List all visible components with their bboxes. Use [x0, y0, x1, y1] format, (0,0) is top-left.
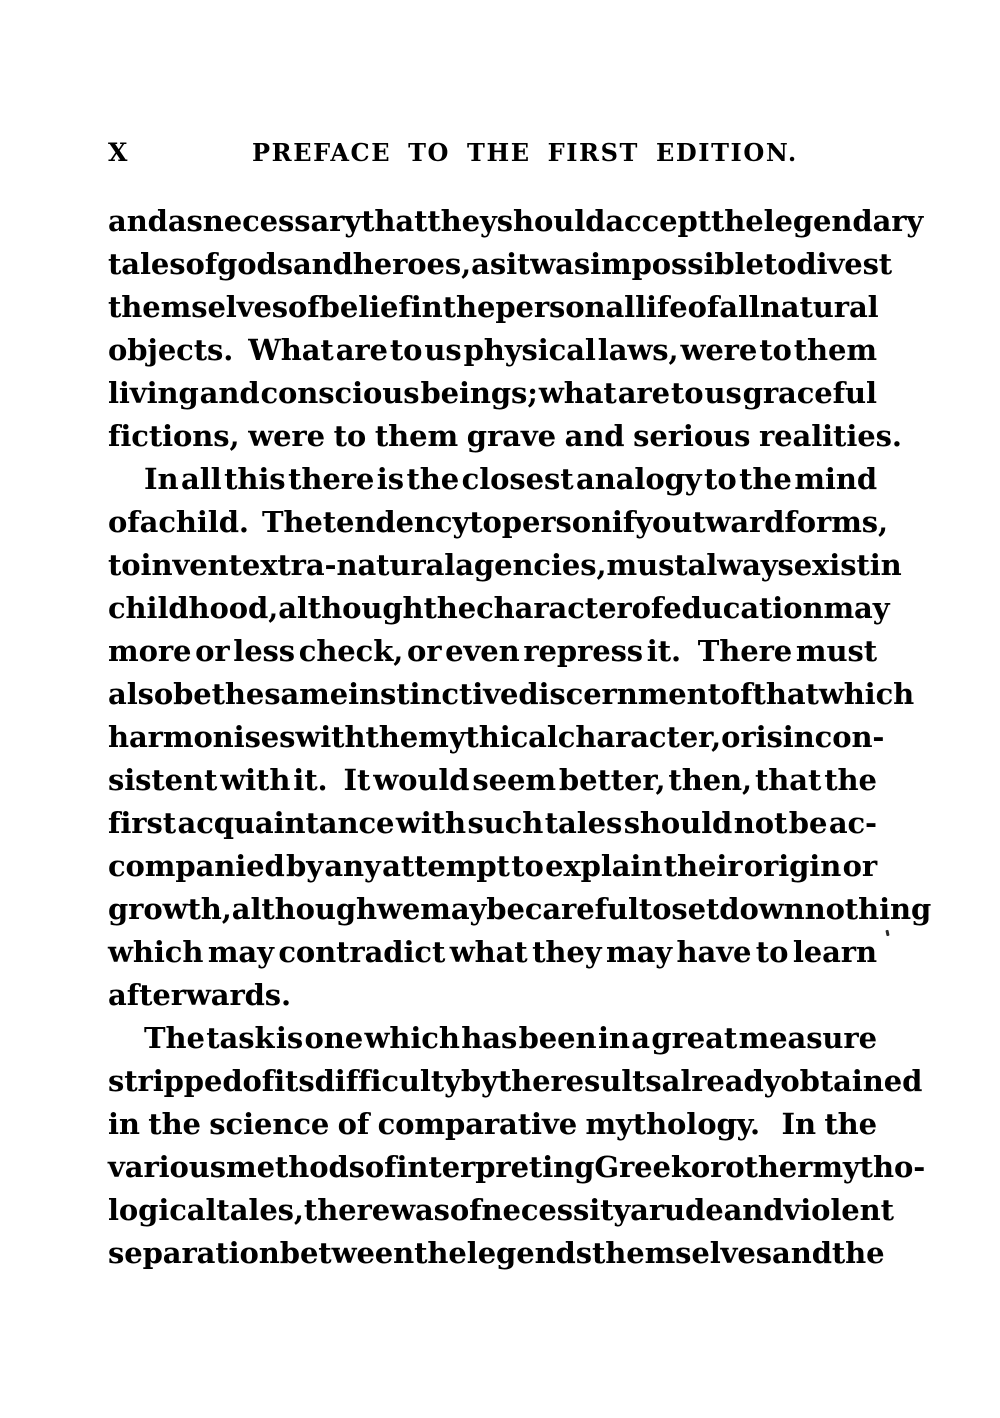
text-line — [108, 974, 877, 1017]
text-word: necessary — [202, 204, 362, 238]
text-line — [108, 1103, 877, 1146]
text-word: of — [364, 1150, 397, 1184]
text-word: or — [842, 849, 877, 883]
text-line — [108, 630, 877, 673]
text-word: personify — [501, 505, 652, 539]
text-word: a — [631, 1021, 650, 1055]
text-word: nothing — [804, 892, 932, 926]
text-word: we — [377, 892, 421, 926]
text-word: interpreting — [396, 1150, 595, 1184]
text-word: of — [288, 290, 320, 324]
text-word: of — [687, 290, 720, 324]
text-word: been — [518, 1021, 597, 1055]
text-word: tales, — [216, 1193, 304, 1227]
text-word: to — [759, 333, 792, 367]
text-word: to — [389, 333, 423, 367]
text-line — [108, 329, 877, 372]
text-word: sistent — [108, 763, 218, 797]
text-word: must — [606, 548, 688, 582]
text-word: accept — [605, 204, 711, 238]
text-word: with — [295, 720, 366, 754]
text-word: are — [335, 333, 388, 367]
text-line — [108, 587, 890, 630]
text-line — [108, 673, 915, 716]
text-word: to — [638, 892, 672, 926]
text-word: be — [486, 892, 525, 926]
text-word: as — [167, 204, 203, 238]
text-word: was — [530, 247, 591, 281]
text-word: that — [752, 677, 819, 711]
text-word: incon- — [782, 720, 885, 754]
text-word: other — [725, 1150, 813, 1184]
text-word: the — [423, 591, 477, 625]
text-word: grave — [466, 419, 556, 453]
text-word: separation — [108, 1236, 280, 1270]
text-word: the — [365, 720, 419, 754]
text-word: There — [697, 634, 793, 668]
text-word: harmonises — [108, 720, 296, 754]
text-word: they — [427, 204, 497, 238]
text-word: have — [676, 935, 752, 969]
text-word: divest — [796, 247, 893, 281]
text-word: it. — [646, 634, 681, 668]
text-word: rude — [648, 1193, 724, 1227]
text-word: always — [687, 548, 794, 582]
text-word: of — [631, 591, 664, 625]
text-word: realities. — [759, 419, 902, 453]
text-word: laws, — [597, 333, 679, 367]
text-word: explain — [545, 849, 663, 883]
text-line — [108, 458, 877, 501]
text-line — [108, 200, 924, 243]
text-word: them — [374, 419, 459, 453]
text-word: first — [108, 806, 176, 840]
text-word: What — [248, 333, 334, 367]
text-word: various — [108, 1150, 226, 1184]
text-word: Greek — [594, 1150, 691, 1184]
text-word: the — [710, 204, 764, 238]
text-word: and — [199, 376, 260, 410]
text-word: methods — [226, 1150, 365, 1184]
text-line — [108, 845, 877, 888]
text-word: and — [772, 1236, 832, 1270]
text-word: that — [755, 763, 822, 797]
text-word: mind — [794, 462, 877, 496]
text-word: its — [274, 1064, 315, 1098]
text-line — [108, 372, 877, 415]
text-word: in — [410, 290, 443, 324]
text-word: living — [108, 376, 199, 410]
text-word: impossible — [590, 247, 764, 281]
text-word: mythology. — [585, 1107, 761, 1141]
text-word: In — [144, 462, 179, 496]
text-word: by — [286, 849, 323, 883]
text-word: all — [181, 462, 222, 496]
text-word: the — [824, 763, 877, 797]
text-word: learn — [792, 935, 877, 969]
text-word: extra-natural — [241, 548, 456, 582]
text-line — [108, 1146, 926, 1189]
text-word: check, — [298, 634, 404, 668]
text-word: afterwards. — [108, 978, 292, 1012]
running-head — [108, 138, 876, 168]
text-word: attempt — [382, 849, 510, 883]
text-word: less — [233, 634, 296, 668]
text-word: and — [292, 247, 353, 281]
text-word: seem — [472, 763, 556, 797]
text-line — [108, 802, 877, 845]
text-word: should — [623, 806, 733, 840]
text-word: although — [278, 591, 424, 625]
text-word: belief — [319, 290, 411, 324]
text-word: closest — [461, 462, 574, 496]
text-word: be — [788, 806, 828, 840]
text-word: themselves — [591, 1236, 773, 1270]
text-word: in — [869, 548, 902, 582]
text-word: physical — [463, 333, 596, 367]
text-word: of — [449, 1193, 482, 1227]
text-line — [108, 544, 902, 587]
text-word: the — [414, 1236, 467, 1270]
text-word: The — [261, 505, 323, 539]
text-word: agencies, — [455, 548, 607, 582]
text-word: comparative — [377, 1107, 578, 1141]
text-word: measure — [738, 1021, 877, 1055]
text-word: may — [605, 935, 673, 969]
text-word: character — [476, 591, 632, 625]
text-word: exist — [793, 548, 870, 582]
text-word: natural — [759, 290, 879, 324]
text-word: and — [108, 204, 168, 238]
text-line — [108, 501, 889, 544]
text-word: the — [148, 1107, 201, 1141]
text-word: logical — [108, 1193, 217, 1227]
text-word: companied — [108, 849, 285, 883]
text-word: to — [670, 376, 704, 410]
text-word: of — [242, 1064, 275, 1098]
text-word: ac- — [828, 806, 877, 840]
text-word: the — [831, 1236, 885, 1270]
text-word: is — [275, 1021, 304, 1055]
text-word: the — [824, 1107, 877, 1141]
text-word: more — [108, 634, 192, 668]
page-body-text — [108, 200, 932, 1275]
text-word: between — [279, 1236, 415, 1270]
text-word: has — [461, 1021, 518, 1055]
text-word: there — [288, 462, 375, 496]
text-line — [108, 931, 877, 974]
text-word: what — [449, 935, 528, 969]
text-word: it — [506, 247, 531, 281]
text-word: necessity — [481, 1193, 631, 1227]
text-word: although — [231, 892, 378, 926]
text-word: to — [755, 935, 789, 969]
text-word: not — [733, 806, 788, 840]
text-word: heroes, — [352, 247, 472, 281]
text-word: of — [720, 677, 753, 711]
text-word: beings; — [420, 376, 538, 410]
text-word: to — [704, 462, 737, 496]
text-word: a — [139, 505, 159, 539]
text-word: gods — [217, 247, 293, 281]
page-folio-number: X — [108, 138, 128, 167]
text-word: which — [108, 935, 204, 969]
text-word: instinctive — [348, 677, 519, 711]
text-word: of — [337, 1107, 370, 1141]
text-word: conscious — [260, 376, 420, 410]
text-word: all — [719, 290, 760, 324]
text-word: what — [538, 376, 617, 410]
text-word: the — [406, 462, 460, 496]
text-word: growth, — [108, 892, 232, 926]
text-line — [108, 716, 885, 759]
text-word: character, — [557, 720, 722, 754]
text-word: it. — [293, 763, 328, 797]
text-word: contradict — [278, 935, 446, 969]
text-word: forms, — [784, 505, 889, 539]
text-word: to — [469, 505, 502, 539]
text-line — [108, 415, 902, 458]
text-word: objects. — [108, 333, 234, 367]
text-word: their — [663, 849, 743, 883]
text-word: in — [108, 1107, 140, 1141]
text-line — [108, 1060, 923, 1103]
text-word: same — [264, 677, 349, 711]
text-word: already — [661, 1064, 781, 1098]
text-word: child. — [158, 505, 249, 539]
text-word: acquaintance — [177, 806, 395, 840]
text-word: us — [704, 376, 742, 410]
text-word: great — [651, 1021, 738, 1055]
text-word: there — [303, 1193, 391, 1227]
text-word: analogy — [576, 462, 702, 496]
text-word: mytho- — [812, 1150, 926, 1184]
text-word: The — [144, 1021, 205, 1055]
text-word: outward — [651, 505, 785, 539]
text-line — [108, 1232, 885, 1275]
text-word: is — [755, 720, 783, 754]
text-word: set — [671, 892, 720, 926]
text-word: were — [248, 419, 325, 453]
text-word: the — [739, 462, 792, 496]
text-word: by — [460, 1064, 498, 1098]
text-word: results — [550, 1064, 662, 1098]
text-word: is — [376, 462, 404, 496]
text-word: them — [793, 333, 877, 367]
text-word: education — [663, 591, 824, 625]
text-word: discernment — [518, 677, 721, 711]
text-line — [108, 759, 877, 802]
text-word: may — [420, 892, 487, 926]
text-word: and — [564, 419, 625, 453]
text-word: as — [471, 247, 507, 281]
text-word: themselves — [108, 290, 289, 324]
text-word: any — [324, 849, 381, 883]
text-word: were — [680, 333, 758, 367]
text-word: must — [795, 634, 877, 668]
text-line — [108, 243, 893, 286]
text-word: are — [617, 376, 670, 410]
text-word: or — [406, 634, 442, 668]
text-word: violent — [783, 1193, 894, 1227]
text-word: one — [304, 1021, 364, 1055]
text-word: which — [818, 677, 915, 711]
running-head-title: PREFACE TO THE FIRST EDITION. — [252, 138, 798, 167]
text-line — [108, 1189, 894, 1232]
text-line — [108, 1017, 877, 1060]
text-line — [108, 888, 932, 931]
text-word: tendency — [322, 505, 470, 539]
text-word: to — [511, 849, 544, 883]
text-word: of — [108, 505, 140, 539]
text-word: It — [343, 763, 371, 797]
text-word: tales — [108, 247, 186, 281]
text-word: with — [220, 763, 291, 797]
text-word: serious — [633, 419, 751, 453]
text-word: even — [445, 634, 520, 668]
text-word: legendary — [763, 204, 924, 238]
text-word: personal — [495, 290, 636, 324]
text-word: invent — [140, 548, 242, 582]
text-word: legends — [466, 1236, 592, 1270]
text-word: down — [719, 892, 805, 926]
text-word: may — [823, 591, 890, 625]
text-word: difficulty — [314, 1064, 461, 1098]
text-word: be — [173, 677, 212, 711]
text-word: the — [497, 1064, 551, 1098]
text-word: the — [442, 290, 496, 324]
text-word: with — [395, 806, 466, 840]
text-word: or — [721, 720, 756, 754]
text-word: better, — [558, 763, 666, 797]
text-word: graceful — [742, 376, 877, 410]
text-word: was — [390, 1193, 450, 1227]
text-word: task — [206, 1021, 275, 1055]
text-word: tales — [544, 806, 623, 840]
text-word: such — [467, 806, 544, 840]
text-word: careful — [524, 892, 639, 926]
text-word: to — [108, 548, 141, 582]
text-word: origin — [743, 849, 842, 883]
text-word: also — [108, 677, 174, 711]
text-word: then, — [668, 763, 753, 797]
text-word: science — [209, 1107, 330, 1141]
text-word: in — [597, 1021, 630, 1055]
text-word: to — [333, 419, 367, 453]
text-word: to — [763, 247, 797, 281]
text-word: fictions, — [108, 419, 240, 453]
text-word: repress — [523, 634, 644, 668]
text-word: life — [635, 290, 688, 324]
text-word: of — [185, 247, 218, 281]
text-word: that — [361, 204, 428, 238]
text-word: they — [532, 935, 602, 969]
text-word: mythical — [418, 720, 558, 754]
text-word: this — [224, 462, 286, 496]
text-word: and — [723, 1193, 784, 1227]
text-word: obtained — [780, 1064, 923, 1098]
text-word: would — [373, 763, 470, 797]
text-word: stripped — [108, 1064, 243, 1098]
text-word: should — [496, 204, 606, 238]
text-word: which — [364, 1021, 460, 1055]
text-word: may — [207, 935, 274, 969]
text-word: the — [211, 677, 265, 711]
text-word: or — [690, 1150, 726, 1184]
text-line — [108, 286, 877, 329]
text-word: us — [424, 333, 462, 367]
text-word: childhood, — [108, 591, 279, 625]
text-word: a — [630, 1193, 649, 1227]
text-word: In — [781, 1107, 816, 1141]
text-word: or — [195, 634, 230, 668]
